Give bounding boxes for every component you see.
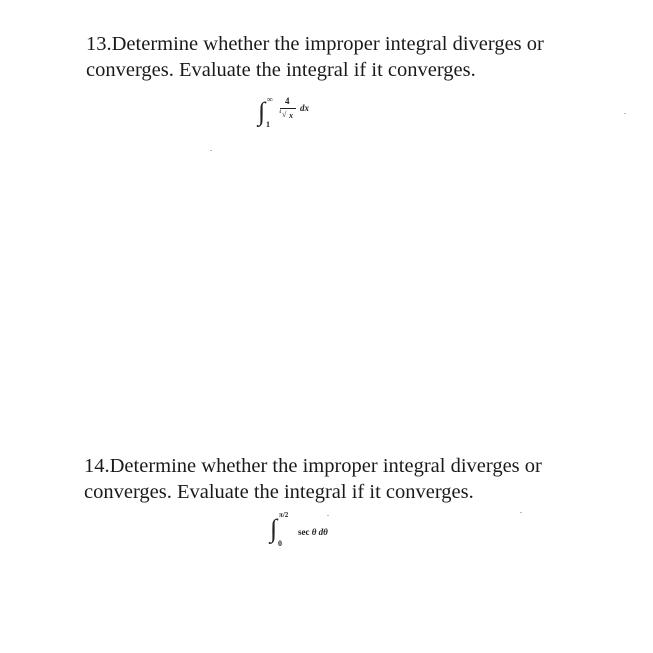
problem-14-integral [270, 511, 360, 551]
scan-speck [520, 512, 522, 513]
fraction-denominator: x [289, 111, 293, 120]
integrand [298, 528, 328, 537]
problem-14-line-1: 14.Determine whether the improper integral diverges or [84, 455, 542, 477]
problem-14-text [84, 453, 542, 505]
fraction-bar [280, 108, 296, 109]
scan-speck [210, 150, 212, 151]
problem-13-line-2: converges. Evaluate the integral if it converges. [86, 59, 476, 81]
root-index: 4 [279, 110, 282, 115]
problem-13-line-1: 13.Determine whether the improper integral diverges or [86, 33, 544, 55]
lower-limit: 0 [278, 539, 282, 548]
integrand-variable: θ [311, 527, 317, 537]
upper-limit: π/2 [279, 511, 289, 519]
fraction-numerator: 4 [285, 96, 290, 106]
problem-14-line-2: converges. Evaluate the integral if it converges. [84, 481, 474, 503]
radical-sign: √ [282, 110, 287, 119]
scan-speck [327, 515, 329, 516]
differential: dθ [318, 527, 328, 537]
integrand-function: sec [298, 527, 310, 537]
problem-13-integral [258, 96, 328, 132]
integral-sign: ∫ [270, 514, 278, 543]
problem-13-text [86, 31, 544, 83]
lower-limit: 1 [266, 120, 270, 129]
differential: dx [300, 103, 309, 113]
integral-sign: ∫ [258, 97, 266, 126]
scan-speck [624, 113, 626, 114]
upper-limit: ∞ [267, 95, 273, 104]
